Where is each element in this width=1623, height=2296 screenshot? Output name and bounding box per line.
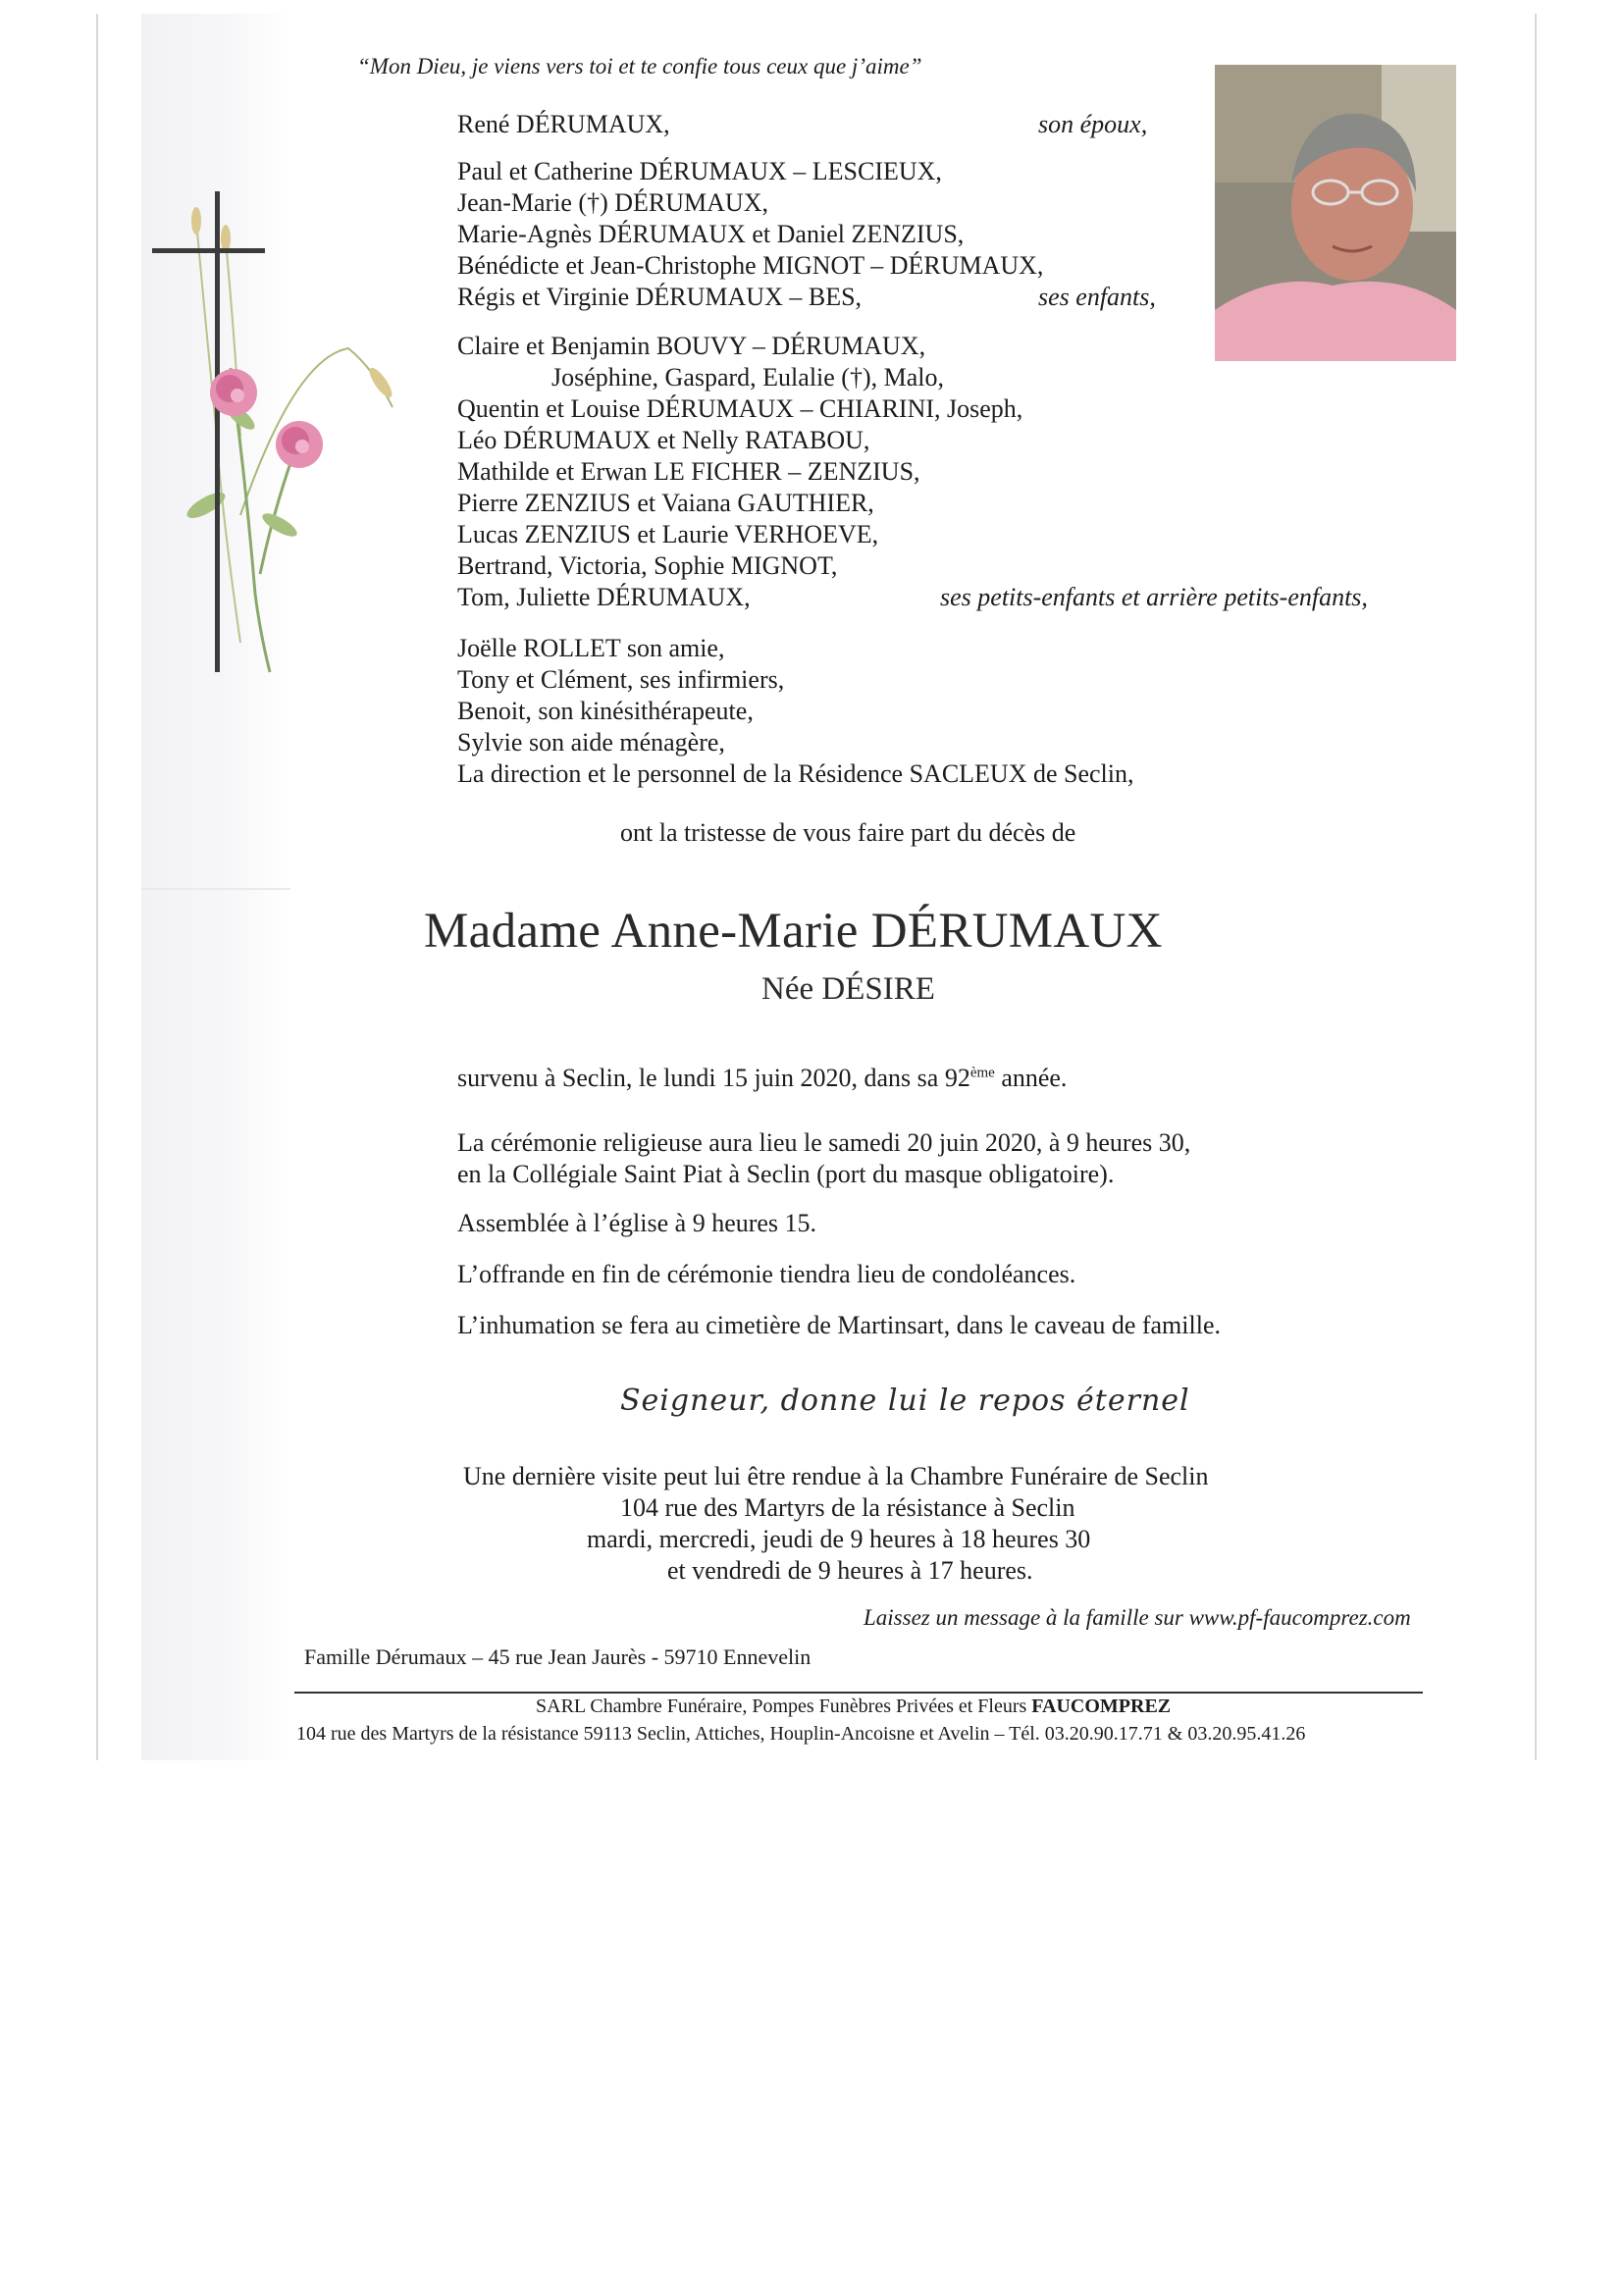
visit-line: et vendredi de 9 heures à 17 heures.: [667, 1556, 1033, 1585]
ordinal-suffix: ème: [969, 1065, 995, 1081]
offering-note: L’offrande en fin de cérémonie tiendra lieu de condoléances.: [457, 1260, 1076, 1288]
child-line: Régis et Virginie DÉRUMAUX – BES,: [457, 283, 863, 311]
other-line: La direction et le personnel de la Résidence SACLEUX de Seclin,: [457, 759, 1134, 788]
deceased-name: Madame Anne-Marie DÉRUMAUX: [424, 904, 1163, 959]
death-details: [457, 1064, 1067, 1093]
grandchild-line: Joséphine, Gaspard, Eulalie (†), Malo,: [551, 363, 945, 391]
spouse-name: René DÉRUMAUX,: [457, 110, 670, 138]
funeral-company-brand: FAUCOMPREZ: [1031, 1696, 1172, 1717]
child-line: Marie-Agnès DÉRUMAUX et Daniel ZENZIUS,: [457, 220, 965, 248]
page-border-right: [1535, 14, 1537, 1760]
grandchildren-role: ses petits-enfants et arrière petits-enfants,: [940, 583, 1368, 611]
page-border-left: [96, 14, 98, 1760]
children-role: ses enfants,: [1038, 283, 1156, 311]
grandchild-line: Bertrand, Victoria, Sophie MIGNOT,: [457, 551, 838, 580]
family-address: Famille Dérumaux – 45 rue Jean Jaurès - 59710 Ennevelin: [304, 1644, 812, 1669]
funeral-company-address: 104 rue des Martyrs de la résistance 59113 Seclin, Attiches, Houplin-Ancoisne et Avelin – Tél. 03.20.90.17.71 & 03.20.95.41.26: [296, 1723, 1306, 1745]
funeral-company-line: [536, 1696, 1171, 1718]
rose-2: [276, 421, 323, 468]
visit-line: Une dernière visite peut lui être rendue à la Chambre Funéraire de Seclin: [463, 1462, 1209, 1490]
cross-with-roses-illustration: [147, 182, 402, 682]
child-line: Bénédicte et Jean-Christophe MIGNOT – DÉRUMAUX,: [457, 251, 1044, 280]
rose-1: [210, 369, 257, 416]
spouse-role: son époux,: [1038, 110, 1148, 138]
ceremony-line-2: en la Collégiale Saint Piat à Seclin (port du masque obligatoire).: [457, 1160, 1115, 1188]
other-line: Sylvie son aide ménagère,: [457, 728, 725, 757]
website-message: Laissez un message à la famille sur www.pf-faucomprez.com: [864, 1605, 1411, 1630]
footer-rule: [294, 1692, 1423, 1694]
funeral-company-text: SARL Chambre Funéraire, Pompes Funèbres Privées et Fleurs: [536, 1696, 1032, 1717]
opening-quote: “Mon Dieu, je viens vers toi et te confie tous ceux que j’aime”: [357, 54, 922, 78]
death-details-end: année.: [994, 1064, 1068, 1092]
prayer-line: Seigneur, donne lui le repos éternel: [620, 1383, 1190, 1418]
grandchild-line: Mathilde et Erwan LE FICHER – ZENZIUS,: [457, 457, 920, 486]
ceremony-line-1: La cérémonie religieuse aura lieu le samedi 20 juin 2020, à 9 heures 30,: [457, 1128, 1191, 1157]
other-line: Tony et Clément, ses infirmiers,: [457, 665, 785, 694]
child-line: Jean-Marie (†) DÉRUMAUX,: [457, 188, 768, 217]
assembly-time: Assemblée à l’église à 9 heures 15.: [457, 1209, 817, 1237]
grandchild-line: Pierre ZENZIUS et Vaiana GAUTHIER,: [457, 489, 874, 517]
visit-line: mardi, mercredi, jeudi de 9 heures à 18 heures 30: [587, 1525, 1091, 1553]
grandchild-line: Léo DÉRUMAUX et Nelly RATABOU,: [457, 426, 870, 454]
other-line: Joëlle ROLLET son amie,: [457, 634, 725, 662]
grandchild-line: Quentin et Louise DÉRUMAUX – CHIARINI, Joseph,: [457, 394, 1023, 423]
band-divider: [141, 888, 290, 890]
burial-note: L’inhumation se fera au cimetière de Martinsart, dans le caveau de famille.: [457, 1311, 1221, 1339]
announcement: ont la tristesse de vous faire part du décès de: [620, 818, 1076, 847]
portrait-photo: [1215, 65, 1456, 361]
maiden-name: Née DÉSIRE: [761, 971, 935, 1007]
grandchild-line: Claire et Benjamin BOUVY – DÉRUMAUX,: [457, 332, 926, 360]
death-details-text: survenu à Seclin, le lundi 15 juin 2020, dans sa 92: [457, 1064, 970, 1092]
child-line: Paul et Catherine DÉRUMAUX – LESCIEUX,: [457, 157, 942, 185]
other-line: Benoit, son kinésithérapeute,: [457, 697, 754, 725]
grandchild-line: Tom, Juliette DÉRUMAUX,: [457, 583, 751, 611]
visit-line: 104 rue des Martyrs de la résistance à Seclin: [620, 1493, 1075, 1522]
grandchild-line: Lucas ZENZIUS et Laurie VERHOEVE,: [457, 520, 879, 548]
